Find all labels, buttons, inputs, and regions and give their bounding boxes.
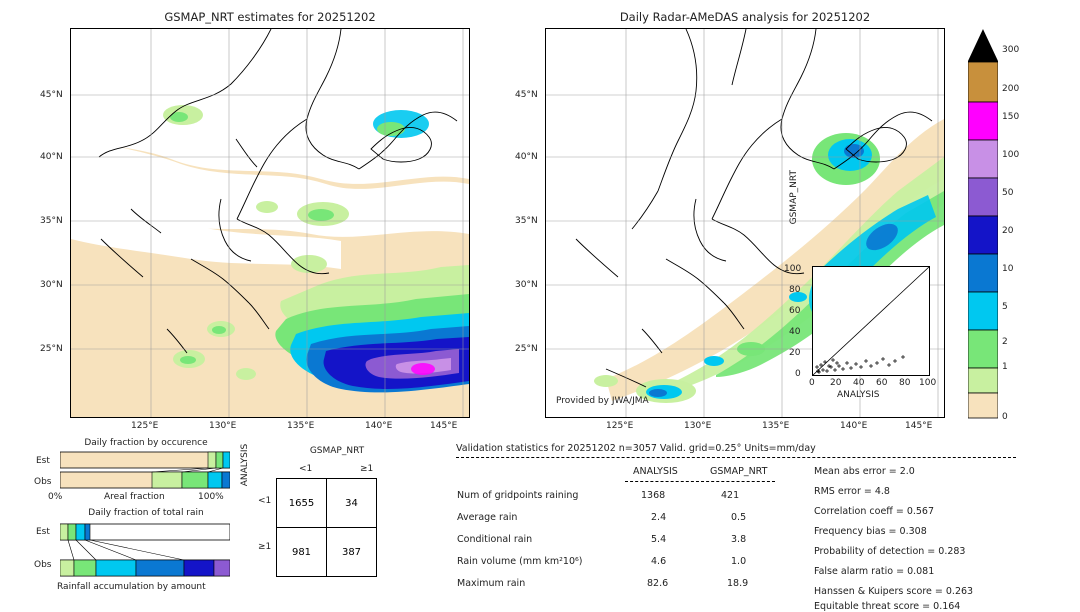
score-mean-abs-error: Mean abs error = 2.0 <box>814 466 915 477</box>
colorbar[interactable] <box>968 28 998 418</box>
validation-row-analysis-2: 5.4 <box>651 534 667 545</box>
validation-header: Validation statistics for 20251202 n=3057 Valid. grid=0.25° Units=mm/day <box>456 443 816 454</box>
right-xtick-135E: 135°E <box>762 421 790 431</box>
contingency-col-header-lt1: <1 <box>299 464 313 474</box>
score-rms-error: RMS error = 4.8 <box>814 486 890 497</box>
scatter-ytick-80: 80 <box>789 285 801 295</box>
scatter-xtick-100: 100 <box>919 378 937 388</box>
validation-row-analysis-0: 1368 <box>641 490 666 501</box>
colorbar-label-10: 10 <box>1002 264 1014 274</box>
validation-row-label-1: Average rain <box>457 512 518 523</box>
scatter-svg <box>813 267 929 375</box>
occurrence-xmin: 0% <box>48 492 63 502</box>
right-ytick-40N: 40°N <box>515 152 538 162</box>
scatter-xtick-20: 20 <box>830 378 842 388</box>
contingency-table[interactable] <box>276 478 377 577</box>
contingency-cell-0-1: 34 <box>327 479 377 528</box>
occurrence-xaxis-label: Areal fraction <box>104 492 165 502</box>
scatter-ytick-60: 60 <box>789 306 801 316</box>
occurrence-xmax: 100% <box>198 492 224 502</box>
scatter-ylabel: GSMAP_NRT <box>789 170 799 225</box>
score-frequency-bias: Frequency bias = 0.308 <box>814 526 927 537</box>
scatter-xtick-0: 0 <box>809 378 815 388</box>
total-rain-bars[interactable] <box>60 522 230 584</box>
colorbar-label-100: 100 <box>1002 150 1020 160</box>
left-ytick-30N: 30°N <box>40 280 63 290</box>
left-xtick-135E: 135°E <box>287 421 315 431</box>
colorbar-label-150: 150 <box>1002 112 1020 122</box>
validation-row-gsmap-4: 18.9 <box>727 578 749 589</box>
colorbar-svg <box>968 28 998 420</box>
validation-col-header-gsmap: GSMAP_NRT <box>710 466 768 477</box>
left-ytick-40N: 40°N <box>40 152 63 162</box>
validation-row-gsmap-1: 0.5 <box>731 512 747 523</box>
left-xtick-140E: 140°E <box>365 421 393 431</box>
colorbar-label-20: 20 <box>1002 226 1014 236</box>
scatter-xlabel: ANALYSIS <box>837 390 880 400</box>
right-ytick-25N: 25°N <box>515 344 538 354</box>
validation-row-label-3: Rain volume (mm km²10⁶) <box>457 556 583 567</box>
scatter-ytick-100: 100 <box>784 264 802 274</box>
left-panel-title: GSMAP_NRT estimates for 20251202 <box>164 10 376 24</box>
validation-row-analysis-3: 4.6 <box>651 556 667 567</box>
occurrence-row-label-est: Est <box>36 456 50 466</box>
colorbar-label-2: 2 <box>1002 337 1008 347</box>
scatter-inset[interactable] <box>812 266 930 376</box>
colorbar-label-50: 50 <box>1002 188 1014 198</box>
validation-row-label-4: Maximum rain <box>457 578 526 589</box>
total-rain-bars-svg <box>60 522 230 580</box>
colorbar-label-1: 1 <box>1002 362 1008 372</box>
validation-row-gsmap-3: 1.0 <box>731 556 747 567</box>
total-rain-row-label-obs: Obs <box>34 560 52 570</box>
score-false-alarm-ratio: False alarm ratio = 0.081 <box>814 566 935 577</box>
scatter-xtick-60: 60 <box>876 378 888 388</box>
right-panel-title: Daily Radar-AMeDAS analysis for 20251202 <box>619 10 871 24</box>
contingency-row-header-lt1: <1 <box>258 496 272 506</box>
right-xtick-130E: 130°E <box>684 421 712 431</box>
score-correlation-coeff: Correlation coeff = 0.567 <box>814 506 935 517</box>
colorbar-label-200: 200 <box>1002 84 1020 94</box>
occurrence-bars[interactable] <box>60 450 230 496</box>
colorbar-label-5: 5 <box>1002 302 1008 312</box>
left-ytick-25N: 25°N <box>40 344 63 354</box>
contingency-row-header-ge1: ≥1 <box>258 542 272 552</box>
validation-row-label-2: Conditional rain <box>457 534 533 545</box>
validation-row-analysis-1: 2.4 <box>651 512 667 523</box>
validation-col-header-analysis: ANALYSIS <box>633 466 678 477</box>
validation-divider <box>456 457 1016 458</box>
left-ytick-35N: 35°N <box>40 216 63 226</box>
right-xtick-145E: 145°E <box>905 421 933 431</box>
validation-row-label-0: Num of gridpoints raining <box>457 490 579 501</box>
contingency-cell-1-1: 387 <box>327 528 377 577</box>
score-hanssen-kuipers: Hanssen & Kuipers score = 0.263 <box>814 586 974 597</box>
left-xtick-125E: 125°E <box>131 421 159 431</box>
map-credit: Provided by JWA/JMA <box>556 396 649 406</box>
contingency-cell-1-0: 981 <box>277 528 327 577</box>
gsmap-map-svg <box>71 29 469 417</box>
gsmap-map-panel[interactable] <box>70 28 470 418</box>
left-xtick-130E: 130°E <box>209 421 237 431</box>
score-equitable-threat: Equitable threat score = 0.164 <box>814 601 961 612</box>
scatter-xtick-80: 80 <box>899 378 911 388</box>
contingency-row-group-label: ANALYSIS <box>240 443 250 487</box>
left-ytick-45N: 45°N <box>40 90 63 100</box>
colorbar-label-0: 0 <box>1002 412 1008 422</box>
right-ytick-45N: 45°N <box>515 90 538 100</box>
scatter-ytick-40: 40 <box>789 327 801 337</box>
scatter-ytick-0: 0 <box>795 369 801 379</box>
contingency-cell-0-0: 1655 <box>277 479 327 528</box>
total-rain-title: Daily fraction of total rain <box>88 508 204 518</box>
scatter-xtick-40: 40 <box>853 378 865 388</box>
right-ytick-35N: 35°N <box>515 216 538 226</box>
table-row <box>277 528 377 577</box>
scatter-ytick-20: 20 <box>789 348 801 358</box>
occurrence-row-label-obs: Obs <box>34 477 52 487</box>
occurrence-title: Daily fraction by occurence <box>84 438 208 448</box>
validation-row-gsmap-2: 3.8 <box>731 534 747 545</box>
left-xtick-145E: 145°E <box>430 421 458 431</box>
contingency-col-group-label: GSMAP_NRT <box>309 446 365 456</box>
total-rain-footer: Rainfall accumulation by amount <box>57 582 206 592</box>
validation-row-gsmap-0: 421 <box>721 490 740 501</box>
score-probability-of-detection: Probability of detection = 0.283 <box>814 546 966 557</box>
validation-col-divider <box>625 481 775 482</box>
contingency-col-header-ge1: ≥1 <box>360 464 374 474</box>
right-xtick-140E: 140°E <box>840 421 868 431</box>
table-row <box>277 479 377 528</box>
right-xtick-125E: 125°E <box>606 421 634 431</box>
validation-row-analysis-4: 82.6 <box>647 578 669 589</box>
occurrence-bars-svg <box>60 450 230 492</box>
colorbar-label-300: 300 <box>1002 45 1020 55</box>
right-ytick-30N: 30°N <box>515 280 538 290</box>
total-rain-row-label-est: Est <box>36 527 50 537</box>
